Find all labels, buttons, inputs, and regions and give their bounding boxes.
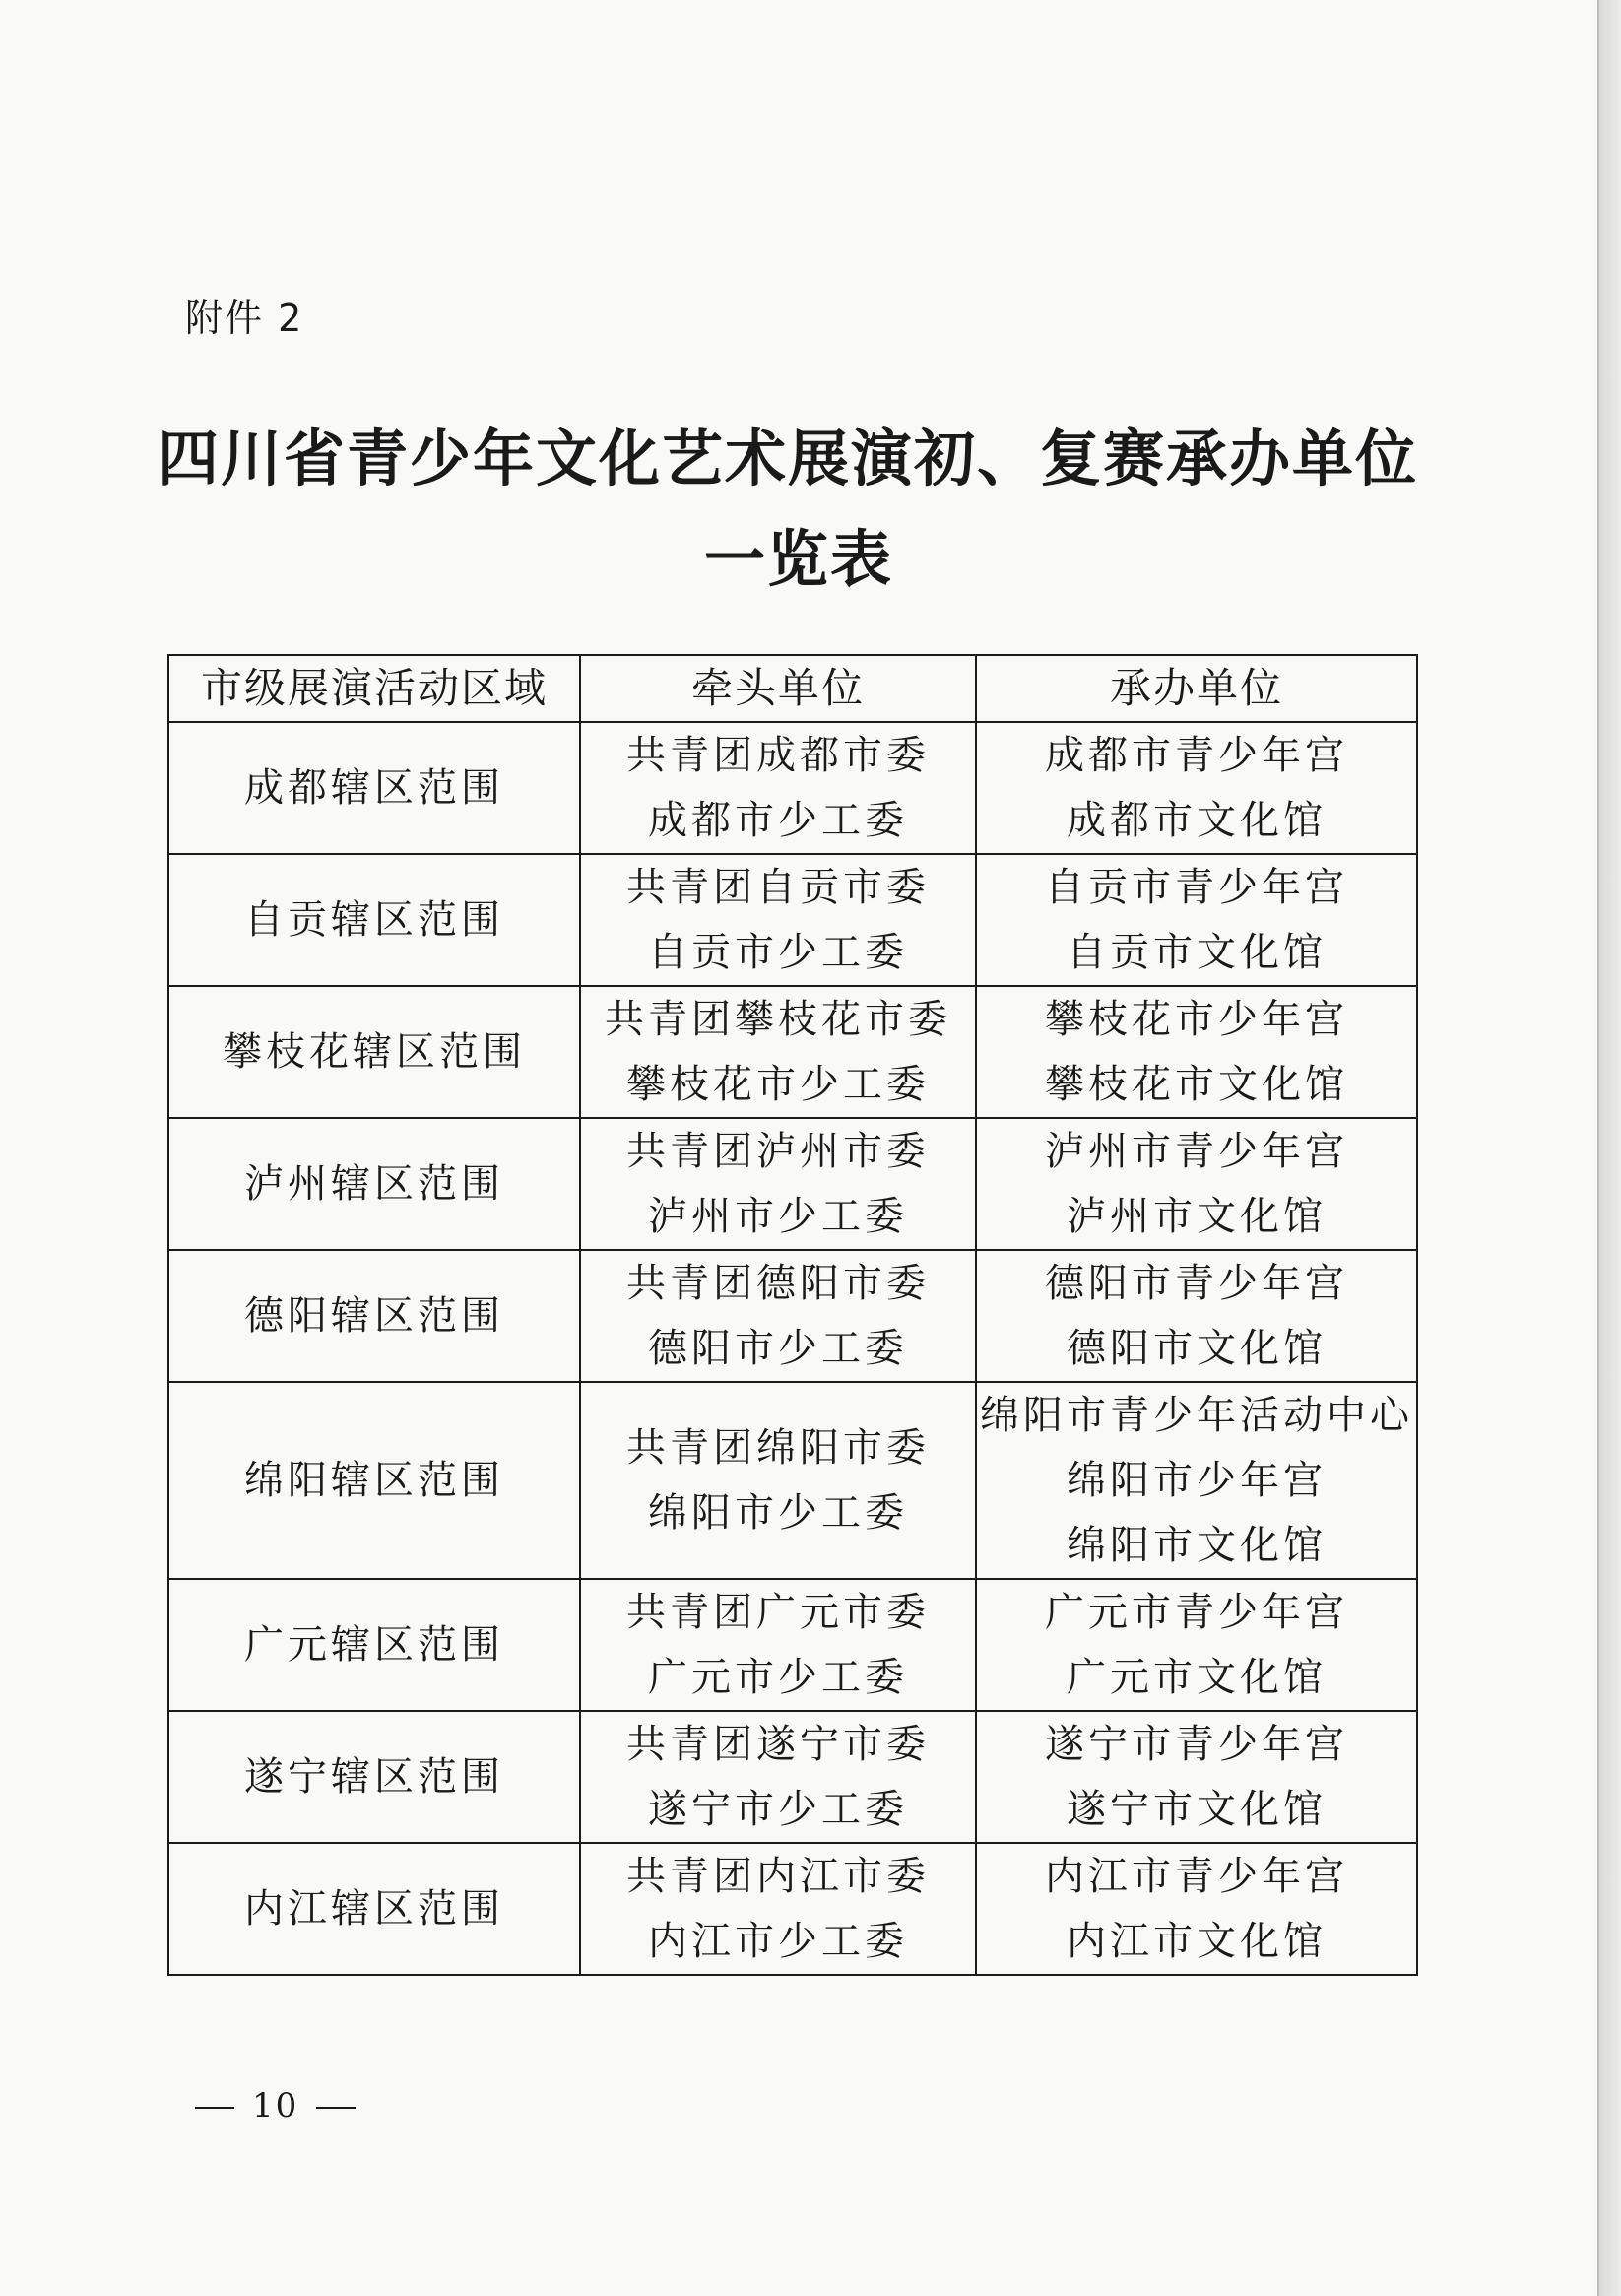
lead-unit-cell xyxy=(580,1250,976,1382)
document-title-line-2: 一览表 xyxy=(703,523,893,595)
lead-unit-line: 共青团自贡市委 xyxy=(626,865,930,910)
lead-unit-line: 内江市少工委 xyxy=(648,1919,908,1964)
lead-unit-line: 共青团遂宁市委 xyxy=(626,1722,930,1767)
table-row xyxy=(168,1250,1417,1382)
host-unit-cell xyxy=(976,1382,1417,1579)
host-unit-line: 德阳市青少年宫 xyxy=(1045,1261,1348,1306)
lead-unit-cell xyxy=(580,1118,976,1250)
lead-unit-cell xyxy=(580,854,976,986)
host-unit-cell xyxy=(976,1711,1417,1843)
lead-unit-line: 自贡市少工委 xyxy=(648,930,908,975)
region-cell: 绵阳辖区范围 xyxy=(168,1382,580,1579)
lead-unit-line: 共青团攀枝花市委 xyxy=(605,997,951,1042)
table-row xyxy=(168,722,1417,854)
header-lead-unit: 牵头单位 xyxy=(580,655,976,722)
host-unit-cell xyxy=(976,854,1417,986)
lead-unit-line: 遂宁市少工委 xyxy=(648,1787,908,1832)
lead-unit-line: 绵阳市少工委 xyxy=(648,1490,908,1536)
lead-unit-cell xyxy=(580,1382,976,1579)
host-unit-line: 绵阳市少年宫 xyxy=(1067,1458,1327,1503)
lead-unit-line: 共青团绵阳市委 xyxy=(626,1425,930,1471)
host-unit-line: 遂宁市青少年宫 xyxy=(1045,1722,1348,1767)
host-unit-line: 攀枝花市文化馆 xyxy=(1045,1062,1348,1107)
lead-unit-cell xyxy=(580,1843,976,1975)
lead-unit-line: 泸州市少工委 xyxy=(648,1194,908,1239)
lead-unit-line: 共青团广元市委 xyxy=(626,1590,930,1635)
attachment-label: 附件 2 xyxy=(185,296,304,340)
region-cell: 遂宁辖区范围 xyxy=(168,1711,580,1843)
region-cell: 成都辖区范围 xyxy=(168,722,580,854)
lead-unit-line: 攀枝花市少工委 xyxy=(626,1062,930,1107)
document-title-line-1: 四川省青少年文化艺术展演初、复赛承办单位 xyxy=(158,423,1419,494)
table-row xyxy=(168,1711,1417,1843)
page-number: 10 xyxy=(252,2086,299,2126)
lead-unit-cell xyxy=(580,986,976,1118)
lead-unit-cell xyxy=(580,1579,976,1711)
lead-unit-cell xyxy=(580,722,976,854)
lead-unit-line: 共青团泸州市委 xyxy=(626,1129,930,1174)
host-unit-line: 成都市文化馆 xyxy=(1067,798,1327,843)
host-unit-line: 广元市青少年宫 xyxy=(1045,1590,1348,1635)
lead-unit-line: 德阳市少工委 xyxy=(648,1326,908,1371)
host-unit-line: 泸州市青少年宫 xyxy=(1045,1129,1348,1174)
host-unit-line: 攀枝花市少年宫 xyxy=(1045,997,1348,1042)
host-unit-line: 自贡市文化馆 xyxy=(1067,930,1327,975)
host-unit-cell xyxy=(976,1118,1417,1250)
table-row xyxy=(168,854,1417,986)
lead-unit-line: 共青团内江市委 xyxy=(626,1854,930,1899)
table-row xyxy=(168,1579,1417,1711)
table-row xyxy=(168,1382,1417,1579)
page-number-dash-right xyxy=(316,2107,356,2109)
host-unit-cell xyxy=(976,1579,1417,1711)
host-unit-line: 内江市文化馆 xyxy=(1067,1919,1327,1964)
page-number-dash-left xyxy=(195,2107,234,2109)
region-cell: 泸州辖区范围 xyxy=(168,1118,580,1250)
lead-unit-line: 广元市少工委 xyxy=(648,1655,908,1700)
host-unit-line: 遂宁市文化馆 xyxy=(1067,1787,1327,1832)
lead-unit-line: 成都市少工委 xyxy=(648,798,908,843)
host-unit-line: 广元市文化馆 xyxy=(1067,1655,1327,1700)
table-row xyxy=(168,986,1417,1118)
host-unit-line: 成都市青少年宫 xyxy=(1045,733,1348,778)
region-cell: 攀枝花辖区范围 xyxy=(168,986,580,1118)
host-unit-line: 绵阳市文化馆 xyxy=(1067,1523,1327,1568)
region-cell: 自贡辖区范围 xyxy=(168,854,580,986)
region-cell: 德阳辖区范围 xyxy=(168,1250,580,1382)
host-unit-cell xyxy=(976,1843,1417,1975)
host-unit-line: 泸州市文化馆 xyxy=(1067,1194,1327,1239)
page-number-footer xyxy=(177,2086,373,2126)
lead-unit-line: 共青团德阳市委 xyxy=(626,1261,930,1306)
page-edge xyxy=(1597,0,1621,2296)
lead-unit-line: 共青团成都市委 xyxy=(626,733,930,778)
lead-unit-cell xyxy=(580,1711,976,1843)
header-host-unit: 承办单位 xyxy=(976,655,1417,722)
host-unit-line: 德阳市文化馆 xyxy=(1067,1326,1327,1371)
region-cell: 广元辖区范围 xyxy=(168,1579,580,1711)
table-row xyxy=(168,1118,1417,1250)
host-unit-line: 绵阳市青少年活动中心 xyxy=(980,1393,1413,1438)
host-unit-cell xyxy=(976,1250,1417,1382)
host-unit-cell xyxy=(976,722,1417,854)
region-cell: 内江辖区范围 xyxy=(168,1843,580,1975)
host-unit-line: 自贡市青少年宫 xyxy=(1045,865,1348,910)
host-unit-line: 内江市青少年宫 xyxy=(1045,1854,1348,1899)
table-header-row xyxy=(168,655,1417,722)
host-unit-cell xyxy=(976,986,1417,1118)
table-row xyxy=(168,1843,1417,1975)
host-units-table xyxy=(167,654,1418,1976)
header-region: 市级展演活动区域 xyxy=(168,655,580,722)
